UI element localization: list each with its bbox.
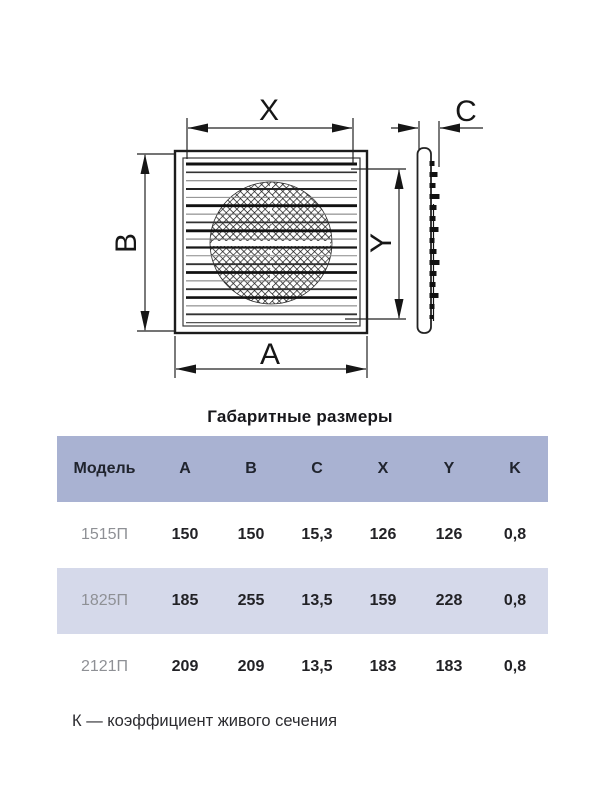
value-k: 0,8 [503, 658, 527, 675]
technical-drawing [0, 0, 600, 398]
value-a: 185 [171, 592, 199, 609]
value-y: 183 [435, 658, 463, 675]
table-row [57, 634, 548, 700]
value-c: 13,5 [301, 658, 333, 675]
header-model: Модель [73, 460, 136, 477]
value-k: 0,8 [503, 592, 527, 609]
grille-side-view [418, 148, 440, 333]
value-k: 0,8 [503, 526, 527, 543]
value-y: 228 [435, 592, 463, 609]
dim-label-y: Y [365, 232, 398, 254]
table-header-row [57, 436, 548, 502]
value-a: 150 [171, 526, 199, 543]
model-name: 2121П [80, 658, 129, 675]
grille-front-view [175, 151, 367, 333]
value-a: 209 [171, 658, 199, 675]
value-x: 183 [369, 658, 397, 675]
header-k: K [509, 460, 521, 477]
value-b: 150 [237, 526, 265, 543]
section-title: Габаритные размеры [207, 407, 393, 426]
header-b: B [245, 460, 257, 477]
model-name: 1515П [80, 526, 129, 543]
header-x: X [377, 460, 389, 477]
table-row [57, 568, 548, 634]
dim-label-x: X [258, 94, 280, 127]
header-c: C [311, 460, 323, 477]
header-a: A [179, 460, 191, 477]
model-name: 1825П [80, 592, 129, 609]
dim-label-c: C [455, 95, 477, 128]
dimensions-table [57, 436, 548, 700]
footnote-k-coefficient: К — коэффициент живого сечения [72, 712, 338, 730]
header-y: Y [443, 460, 455, 477]
value-x: 126 [369, 526, 397, 543]
value-c: 13,5 [301, 592, 333, 609]
value-b: 255 [237, 592, 265, 609]
dim-label-a: A [259, 338, 281, 371]
dim-label-b: B [110, 232, 143, 254]
grille-side-clips [430, 161, 440, 319]
table-row [57, 502, 548, 568]
value-x: 159 [369, 592, 397, 609]
value-b: 209 [237, 658, 265, 675]
value-y: 126 [435, 526, 463, 543]
value-c: 15,3 [301, 526, 333, 543]
